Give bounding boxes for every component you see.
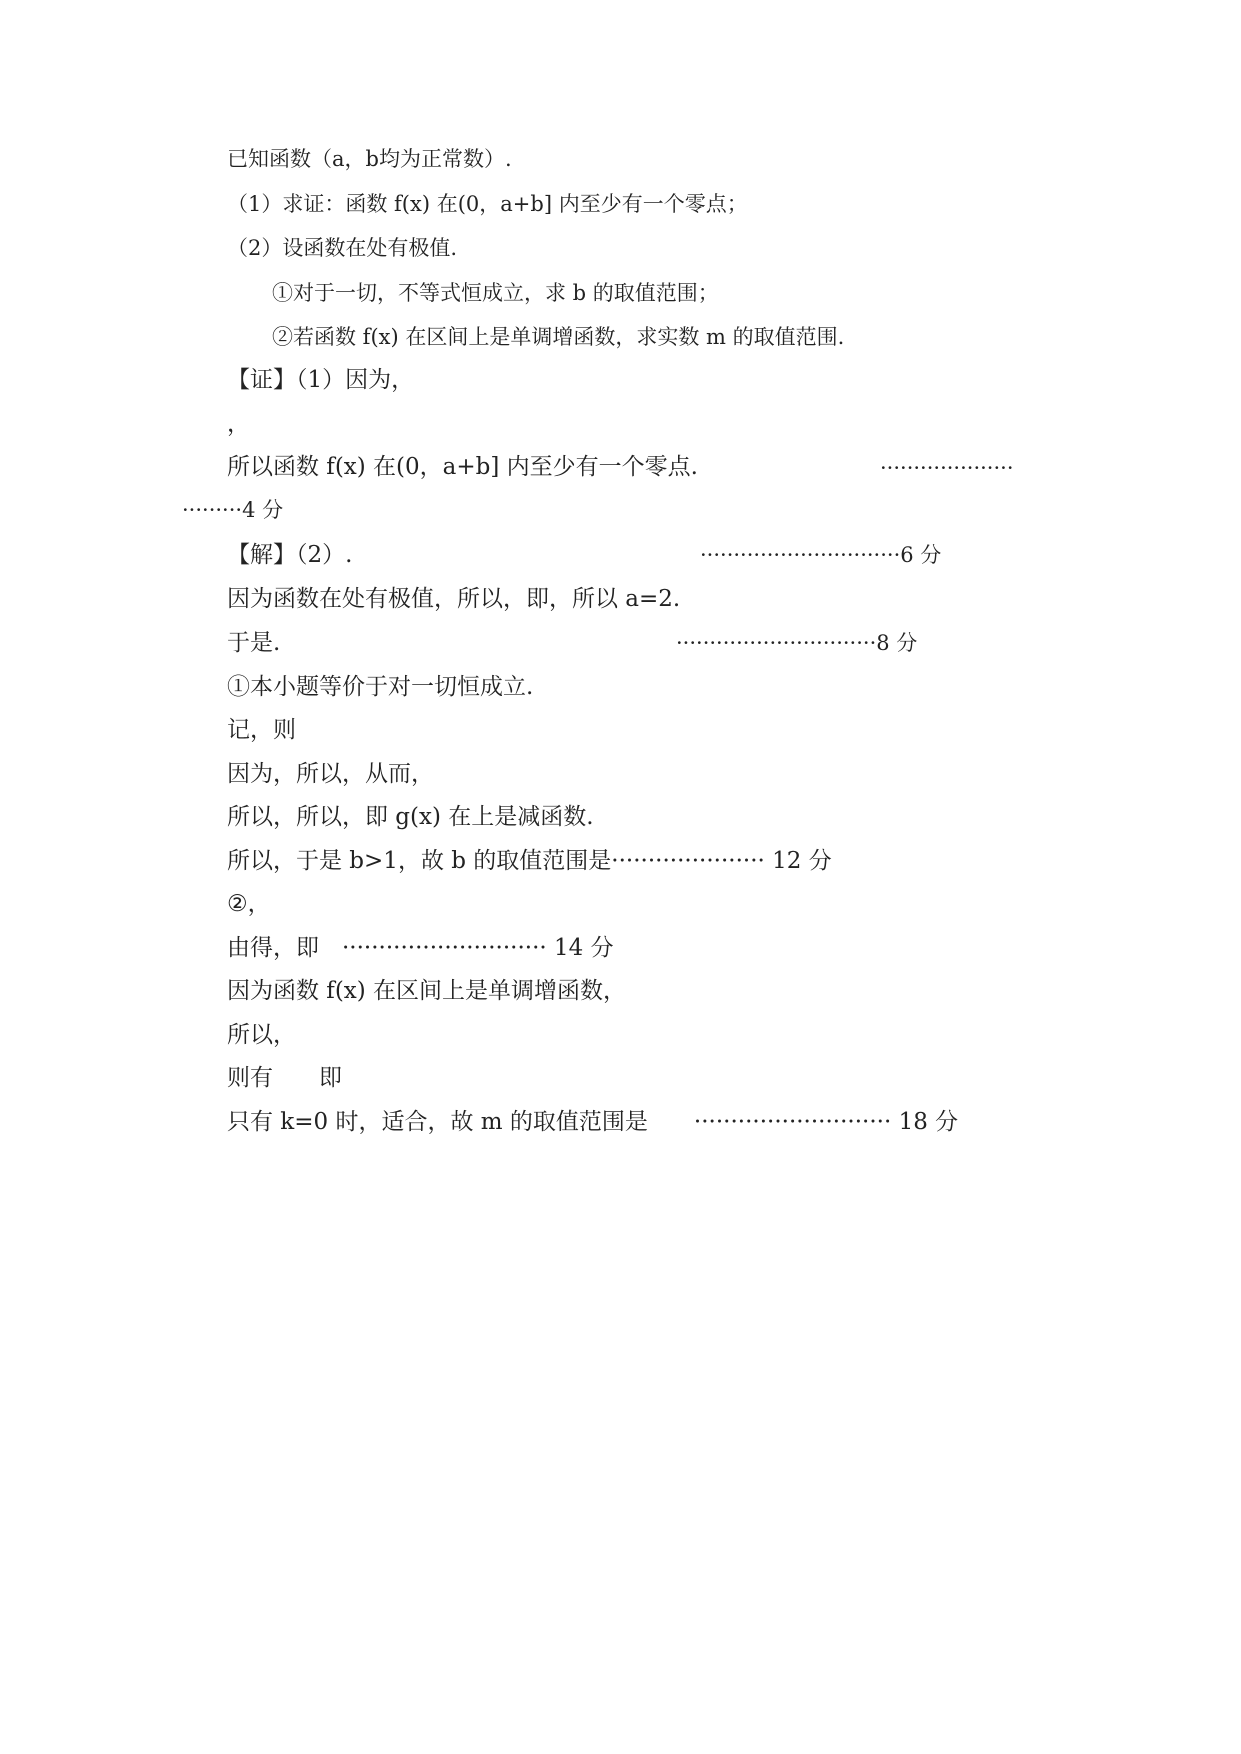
extremum-line: 因为函数在处有极值，所以，即，所以 a=2.	[227, 586, 681, 612]
because-line: 因为，所以，从而，	[227, 761, 434, 787]
then-line: 则有 即	[227, 1065, 342, 1091]
b-range-line: 所以，于是 b>1，故 b 的取值范围是····················· 12 分	[227, 848, 832, 874]
thus-line: 于是.	[227, 630, 281, 656]
question-part-2: （2）设函数在处有极值.	[227, 236, 458, 260]
solution-comma-line: ，	[227, 411, 250, 437]
final-line: 只有 k=0 时，适合，故 m 的取值范围是 ··························· 18 分	[227, 1109, 959, 1135]
question-part-2-sub-1: ①对于一切，不等式恒成立，求 b 的取值范围；	[272, 281, 719, 305]
score-8: ······························8 分	[676, 631, 918, 655]
score-leader-dots: ····················	[880, 456, 1014, 480]
monotone-line: 因为函数 f(x) 在区间上是单调增函数，	[227, 978, 627, 1004]
decreasing-line: 所以，所以，即 g(x) 在上是减函数.	[227, 804, 594, 830]
question-part-2-sub-2: ②若函数 f(x) 在区间上是单调增函数，求实数 m 的取值范围.	[272, 325, 845, 349]
sub1-equivalence: ①本小题等价于对一切恒成立.	[227, 674, 534, 700]
proof-heading: 【证】（1）因为，	[227, 367, 415, 393]
score-6: ······························6 分	[700, 543, 942, 567]
score-4: ·········4 分	[182, 498, 284, 522]
question-intro: 已知函数（a，b均为正常数）.	[227, 147, 512, 171]
proof-conclusion: 所以函数 f(x) 在(0，a+b] 内至少有一个零点.	[227, 454, 698, 480]
solve-heading: 【解】（2）.	[227, 542, 353, 568]
question-part-1: （1）求证：函数 f(x) 在(0，a+b] 内至少有一个零点；	[227, 192, 748, 216]
sub2-mark: ②，	[227, 891, 271, 917]
denote-line: 记，则	[227, 717, 296, 743]
from-line: 由得，即 ···························· 14 分	[227, 935, 614, 961]
therefore-line: 所以，	[227, 1022, 296, 1048]
